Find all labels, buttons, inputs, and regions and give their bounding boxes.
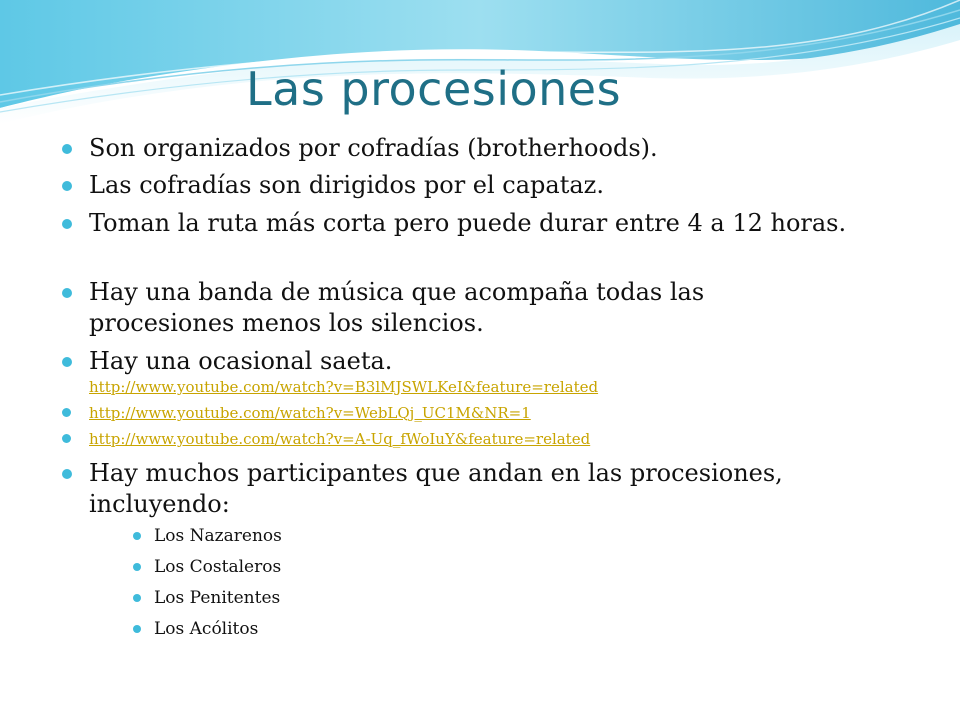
bullet-dot-icon bbox=[62, 469, 72, 479]
bullet-dot-icon bbox=[133, 625, 141, 633]
bullet-dot-icon bbox=[62, 357, 72, 367]
bullet-text: Toman la ruta más corta pero puede durar entre 4 a 12 horas. bbox=[89, 209, 847, 237]
bullet-dot-icon bbox=[62, 219, 72, 229]
youtube-link[interactable]: http://www.youtube.com/watch?v=WebLQj_UC1M&NR=1 bbox=[89, 404, 531, 422]
participant-label: Los Nazarenos bbox=[154, 526, 282, 546]
bullet-text: Hay una ocasional saeta. bbox=[89, 347, 393, 375]
youtube-link[interactable]: http://www.youtube.com/watch?v=B3lMJSWLKeI&feature=related bbox=[89, 378, 599, 396]
bullet-dot-icon bbox=[62, 408, 71, 417]
bullet-text: Son organizados por cofradías (brotherhoods). bbox=[89, 134, 658, 162]
bullet-dot-icon bbox=[133, 532, 141, 540]
bullet-dot-icon bbox=[62, 181, 72, 191]
bullet-dot-icon bbox=[133, 594, 141, 602]
bullet-dot-icon bbox=[62, 288, 72, 298]
participant-label: Los Acólitos bbox=[154, 619, 259, 639]
slide-title: Las procesiones bbox=[246, 62, 622, 116]
bullet-dot-icon bbox=[62, 434, 71, 443]
bullet-dot-icon bbox=[62, 144, 72, 154]
participant-label: Los Costaleros bbox=[154, 557, 282, 577]
bullet-text: Hay una banda de música que acompaña todas las procesiones menos los silencios. bbox=[89, 278, 705, 337]
youtube-link[interactable]: http://www.youtube.com/watch?v=A-Uq_fWoIuY&feature=related bbox=[89, 430, 591, 448]
bullet-text: Hay muchos participantes que andan en las procesiones, incluyendo: bbox=[89, 459, 783, 518]
bullet-text: Las cofradías son dirigidos por el capataz. bbox=[89, 171, 604, 199]
participant-label: Los Penitentes bbox=[154, 588, 281, 608]
bullet-dot-icon bbox=[133, 563, 141, 571]
